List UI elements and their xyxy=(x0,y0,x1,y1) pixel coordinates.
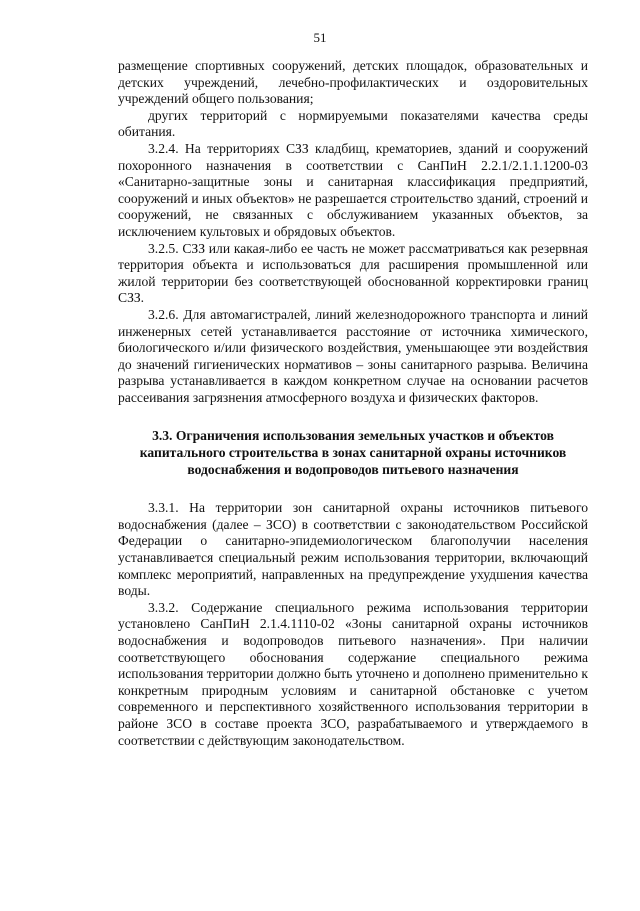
paragraph-3-2-4: 3.2.4. На территориях СЗЗ кладбищ, крематориев, зданий и сооружений похоронного назначения в соответствии с СанПиН 2.2.1/2.1.1.1200-03 «Санитарно-защитные зоны и санитарная классификация предприятий, сооружений и иных объектов» не разрешается строительство зданий, строений и сооружений, не связанных с обслуживанием указанных объектов, за исключением культовых и обрядовых объектов. xyxy=(118,140,588,239)
paragraph-3-3-2: 3.3.2. Содержание специального режима использования территории установлено СанПиН 2.1.4.1110-02 «Зоны санитарной охраны источников водоснабжения и водопроводов питьевого назначения». При наличии соответствующего обоснования содержание специального режима использования территории должно быть уточнено и дополнено применительно к конкретным природным условиям и санитарной обстановке с учетом современного и перспективного хозяйственного использования территории в районе ЗСО в составе проекта ЗСО, разрабатываемого и утверждаемого в соответствии с действующим законодательством. xyxy=(118,599,588,748)
paragraph-list-continuation-1: размещение спортивных сооружений, детских площадок, образовательных и детских учреждений, лечебно-профилактических и оздоровительных учреждений общего пользования; xyxy=(118,58,588,107)
paragraph-3-3-1: 3.3.1. На территории зон санитарной охраны источников питьевого водоснабжения (далее – ЗСО) в соответствии с законодательством Российской Федерации о санитарно-эпидемиологическом благополучии населения устанавливается специальный режим использования территории, включающий комплекс мероприятий, направленных на предупреждение ухудшения качества воды. xyxy=(118,500,588,599)
section-heading-3-3: 3.3. Ограничения использования земельных участков и объектов капитального строительства в зонах санитарной охраны источников водоснабжения и водопроводов питьевого назначения xyxy=(139,428,567,477)
paragraph-3-2-5: 3.2.5. СЗЗ или какая-либо ее часть не может рассматриваться как резервная территория объекта и использоваться для расширения промышленной или жилой территории без соответствующей обоснованной корректировки границ СЗЗ. xyxy=(118,240,588,306)
paragraph-3-2-6: 3.2.6. Для автомагистралей, линий железнодорожного транспорта и линий инженерных сетей устанавливается расстояние от источника химического, биологического и/или физического воздействия, уменьшающее эти воздействия до значений гигиенических нормативов – зоны санитарного разрыва. Величина разрыва устанавливается в каждом конкретном случае на основании расчетов рассеивания загрязнения атмосферного воздуха и физических факторов. xyxy=(118,306,588,405)
document-body xyxy=(118,58,588,749)
page-number: 51 xyxy=(313,30,327,45)
paragraph-list-continuation-2: других территорий с нормируемыми показателями качества среды обитания. xyxy=(118,107,588,140)
